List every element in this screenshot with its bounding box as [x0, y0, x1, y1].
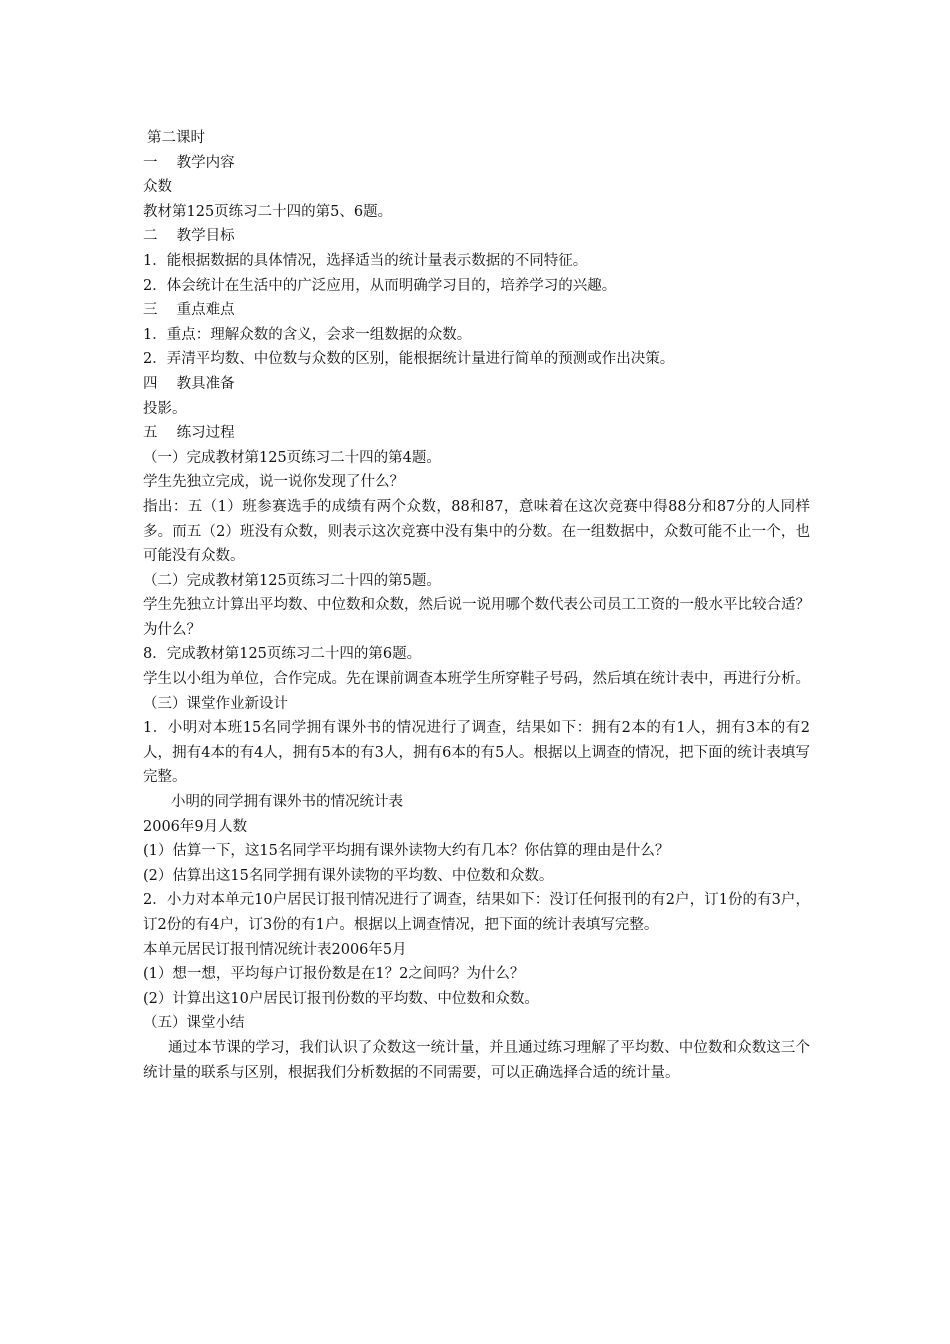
- step-1-note: 指出：五（1）班参赛选手的成绩有两个众数，88和87，意味着在这次竞赛中得88分和87分的人同样多。而五（2）班没有众数，则表示这次竞赛中没有集中的分数。在一组数据中，众数可能不止一个，也可能没有众数。: [143, 498, 810, 565]
- hw-2-q2: (2）计算出这10户居民订报刊份数的平均数、中位数和众数。: [143, 990, 539, 1007]
- step-5: （五）课堂小结: [143, 1015, 245, 1032]
- hw-2-table-title: 本单元居民订报刊情况统计表2006年5月: [143, 941, 407, 958]
- hw-2-q1: (1）想一想，平均每户订报份数是在1？2之间吗？为什么？: [143, 966, 525, 983]
- goal-2: 2．体会统计在生活中的广泛应用，从而明确学习目的，培养学习的兴趣。: [143, 277, 617, 294]
- lesson-title: 第二课时: [147, 130, 205, 146]
- section-3-heading: 三 重点难点: [143, 302, 235, 319]
- textbook-ref-1: 教材第125页练习二十四的第5、6题。: [143, 203, 393, 220]
- step-2: （二）完成教材第125页练习二十四的第5题。: [143, 572, 441, 589]
- summary: 通过本节课的学习，我们认识了众数这一统计量，并且通过练习理解了平均数、中位数和众数这三个统计量的联系与区别，根据我们分析数据的不同需要，可以正确选择合适的统计量。: [143, 1039, 810, 1081]
- hw-1-q2: (2）估算出这15名同学拥有课外读物的平均数、中位数和众数。: [143, 867, 554, 884]
- step-1-student: 学生先独立完成，说一说你发现了什么？: [143, 474, 404, 491]
- section-1-heading: 一 教学内容: [143, 154, 235, 171]
- document-page: [143, 126, 810, 1085]
- key-2: 2．弄清平均数、中位数与众数的区别，能根据统计量进行简单的预测或作出决策。: [143, 351, 675, 368]
- goal-1: 1．能根据数据的具体情况，选择适当的统计量表示数据的不同特征。: [143, 252, 588, 269]
- hw-1-q1: (1）估算一下，这15名同学平均拥有课外读物大约有几本？你估算的理由是什么？: [143, 843, 670, 860]
- hw-1: 1．小明对本班15名同学拥有课外书的情况进行了调查，结果如下：拥有2本的有1人，拥有3本的有2人，拥有4本的有4人，拥有5本的有3人，拥有6本的有5人。根据以上调查的情况，把下面的统计表填写完整。: [143, 720, 810, 786]
- step-8-student: 学生以小组为单位，合作完成。先在课前调查本班学生所穿鞋子号码，然后填在统计表中，再进行分析。: [143, 671, 810, 688]
- hw-1-table-header: 2006年9月人数: [143, 818, 248, 835]
- tools: 投影。: [143, 400, 187, 417]
- step-3: （三）课堂作业新设计: [143, 695, 288, 712]
- key-1: 1．重点：理解众数的含义，会求一组数据的众数。: [143, 326, 472, 343]
- step-2-student: 学生先独立计算出平均数、中位数和众数，然后说一说用哪个数代表公司员工工资的一般水平比较合适？为什么？: [143, 597, 810, 638]
- topic: 众数: [143, 179, 172, 196]
- hw-1-table-title: 小明的同学拥有课外书的情况统计表: [171, 794, 403, 811]
- section-4-heading: 四 教具准备: [143, 375, 235, 392]
- step-8: 8．完成教材第125页练习二十四的第6题。: [143, 646, 422, 663]
- section-2-heading: 二 教学目标: [143, 228, 235, 245]
- hw-2: 2．小力对本单元10户居民订报刊情况进行了调查，结果如下：没订任何报刊的有2户，订1份的有3户，订2份的有4户，订3份的有1户。根据以上调查情况，把下面的统计表填写完整。: [143, 892, 810, 933]
- section-5-heading: 五 练习过程: [143, 425, 235, 442]
- step-1: （一）完成教材第125页练习二十四的第4题。: [143, 449, 441, 466]
